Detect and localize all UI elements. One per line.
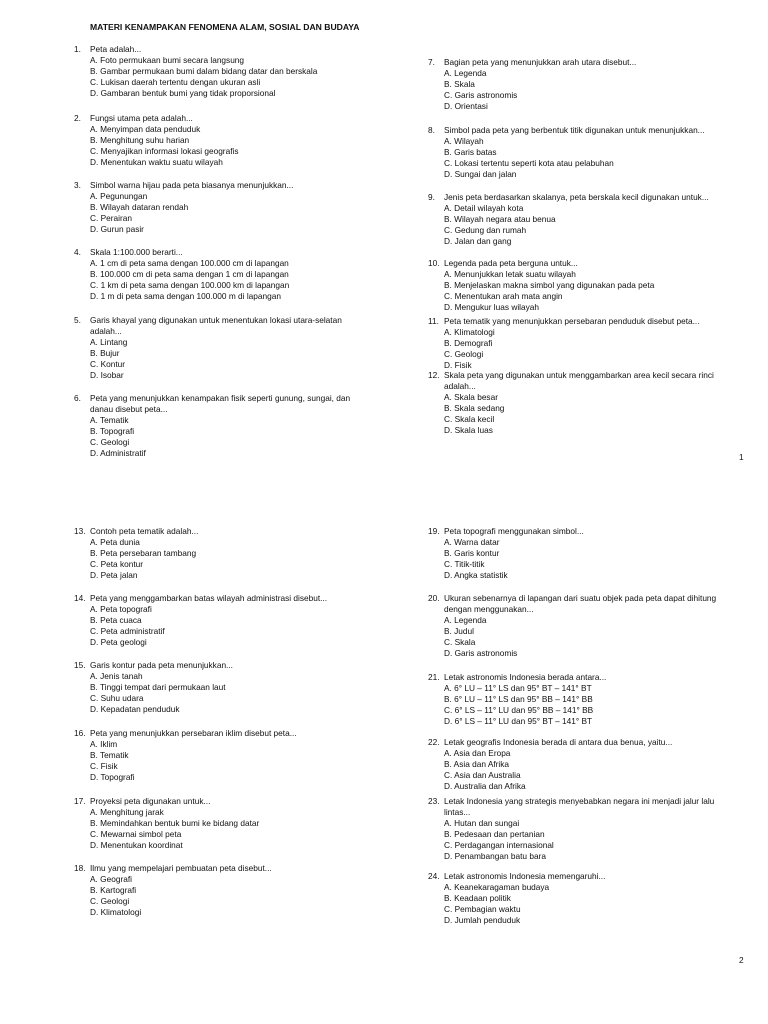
answer-option: A. Warna datar bbox=[444, 536, 500, 547]
answer-option: B. Wilayah dataran rendah bbox=[90, 201, 189, 212]
answer-option: B. Skala bbox=[444, 78, 475, 89]
question bbox=[428, 796, 714, 861]
question-stem bbox=[74, 44, 317, 55]
answer-option: B. Keadaan politik bbox=[444, 892, 511, 903]
question-stem bbox=[428, 258, 654, 269]
question-number: 24. bbox=[428, 871, 440, 881]
question bbox=[74, 44, 317, 99]
answer-option: D. Jalan dan gang bbox=[444, 235, 512, 246]
answer-option: A. Klimatologi bbox=[444, 326, 495, 337]
question bbox=[74, 315, 342, 380]
answer-option: C. Gedung dan rumah bbox=[444, 224, 527, 235]
question-number: 17. bbox=[74, 796, 86, 806]
answer-option: C. Peta administratif bbox=[90, 625, 165, 636]
answer-option: B. Judul bbox=[444, 625, 474, 636]
answer-option: D. Sungai dan jalan bbox=[444, 168, 517, 179]
answer-option: A. Asia dan Eropa bbox=[444, 747, 511, 758]
question-text: Ukuran sebenarnya di lapangan dari suatu objek pada peta dapat dihitung bbox=[444, 593, 717, 603]
answer-option: D. Isobar bbox=[90, 369, 124, 380]
question-text: Letak Indonesia yang strategis menyebabkan negara ini menjadi jalur lalu bbox=[444, 796, 715, 806]
answer-option: A. Skala besar bbox=[444, 391, 498, 402]
question-number: 8. bbox=[428, 125, 435, 135]
question-stem bbox=[428, 796, 714, 807]
answer-option: B. Tematik bbox=[90, 749, 129, 760]
question-text: Peta yang menunjukkan persebaran iklim disebut peta... bbox=[90, 728, 297, 738]
question-stem bbox=[74, 526, 198, 537]
document-title: MATERI KENAMPAKAN FENOMENA ALAM, SOSIAL DAN BUDAYA bbox=[90, 22, 360, 32]
question-stem bbox=[74, 393, 350, 404]
answer-option: A. Legenda bbox=[444, 614, 487, 625]
question-text: Proyeksi peta digunakan untuk... bbox=[90, 796, 211, 806]
answer-option: B. Demografi bbox=[444, 337, 493, 348]
question-stem bbox=[428, 593, 716, 604]
question-number: 7. bbox=[428, 57, 435, 67]
question-number: 5. bbox=[74, 315, 81, 325]
question-text: Letak astronomis Indonesia berada antara... bbox=[444, 672, 607, 682]
answer-option: B. Pedesaan dan pertanian bbox=[444, 828, 545, 839]
question-number: 19. bbox=[428, 526, 440, 536]
answer-option: B. Tinggi tempat dari permukaan laut bbox=[90, 681, 226, 692]
question bbox=[74, 728, 297, 783]
question-stem bbox=[428, 672, 606, 683]
question bbox=[428, 737, 672, 792]
page-2 bbox=[0, 512, 768, 1024]
question-stem bbox=[74, 180, 293, 191]
question bbox=[428, 316, 700, 371]
answer-option: A. Peta topografi bbox=[90, 603, 152, 614]
answer-option: D. Skala luas bbox=[444, 424, 493, 435]
question-text: Jenis peta berdasarkan skalanya, peta berskala kecil digunakan untuk... bbox=[444, 192, 709, 202]
answer-option: C. Lokasi tertentu seperti kota atau pelabuhan bbox=[444, 157, 614, 168]
answer-option: C. Perairan bbox=[90, 212, 132, 223]
question-stem bbox=[74, 796, 259, 807]
question-stem bbox=[428, 370, 714, 381]
question bbox=[428, 258, 654, 313]
question-stem bbox=[428, 57, 636, 68]
answer-option: D. Administratif bbox=[90, 447, 146, 458]
answer-option: B. Skala sedang bbox=[444, 402, 505, 413]
answer-option: D. Penambangan batu bara bbox=[444, 850, 546, 861]
question-text-continued: lintas... bbox=[444, 806, 471, 817]
question bbox=[428, 526, 584, 581]
question-text: Garis khayal yang digunakan untuk menentukan lokasi utara-selatan bbox=[90, 315, 342, 325]
answer-option: C. Lukisan daerah tertentu dengan ukuran asli bbox=[90, 76, 261, 87]
answer-option: D. Peta jalan bbox=[90, 569, 138, 580]
answer-option: D. Gurun pasir bbox=[90, 223, 144, 234]
answer-option: B. Peta persebaran tambang bbox=[90, 547, 197, 558]
question-number: 22. bbox=[428, 737, 440, 747]
answer-option: C. Menentukan arah mata angin bbox=[444, 290, 563, 301]
answer-option: B. Asia dan Afrika bbox=[444, 758, 510, 769]
question bbox=[74, 863, 272, 918]
answer-option: A. Lintang bbox=[90, 336, 128, 347]
answer-option: A. Menghitung jarak bbox=[90, 806, 164, 817]
answer-option: A. Foto permukaan bumi secara langsung bbox=[90, 54, 245, 65]
question-text-continued: dengan menggunakan... bbox=[444, 603, 534, 614]
question-stem bbox=[74, 593, 327, 604]
answer-option: A. Pegunungan bbox=[90, 190, 148, 201]
answer-option: B. Gambar permukaan bumi dalam bidang datar dan berskala bbox=[90, 65, 318, 76]
answer-option: A. Menunjukkan letak suatu wilayah bbox=[444, 268, 576, 279]
question-number: 14. bbox=[74, 593, 86, 603]
answer-option: B. Topografi bbox=[90, 425, 135, 436]
answer-option: D. Mengukur luas wilayah bbox=[444, 301, 539, 312]
question-text: Ilmu yang mempelajari pembuatan peta disebut... bbox=[90, 863, 272, 873]
question-stem bbox=[428, 316, 700, 327]
question-number: 4. bbox=[74, 247, 81, 257]
answer-option: B. Garis kontur bbox=[444, 547, 500, 558]
answer-option: B. 100.000 cm di peta sama dengan 1 cm di lapangan bbox=[90, 268, 289, 279]
question bbox=[74, 113, 239, 168]
question-stem bbox=[74, 863, 272, 874]
answer-option: A. Hutan dan sungai bbox=[444, 817, 520, 828]
question-stem bbox=[428, 125, 705, 136]
answer-option: A. Menyimpan data penduduk bbox=[90, 123, 201, 134]
answer-option: B. Menjelaskan makna simbol yang digunakan pada peta bbox=[444, 279, 655, 290]
question-number: 13. bbox=[74, 526, 86, 536]
question-text: Simbol warna hijau pada peta biasanya menunjukkan... bbox=[90, 180, 294, 190]
question bbox=[428, 125, 705, 180]
answer-option: D. Klimatologi bbox=[90, 906, 142, 917]
answer-option: C. Geologi bbox=[90, 895, 130, 906]
answer-option: A. Jenis tanah bbox=[90, 670, 143, 681]
answer-option: C. Skala bbox=[444, 636, 476, 647]
question-text: Skala peta yang digunakan untuk menggambarkan area kecil secara rinci bbox=[444, 370, 714, 380]
answer-option: D. Australia dan Afrika bbox=[444, 780, 526, 791]
answer-option: C. Fisik bbox=[90, 760, 118, 771]
question-number: 23. bbox=[428, 796, 440, 806]
question-stem bbox=[428, 737, 672, 748]
question-number: 6. bbox=[74, 393, 81, 403]
question bbox=[74, 180, 293, 235]
answer-option: A. Iklim bbox=[90, 738, 118, 749]
answer-option: B. Kartografi bbox=[90, 884, 137, 895]
question-stem bbox=[74, 113, 239, 124]
question bbox=[428, 672, 606, 727]
answer-option: B. Memindahkan bentuk bumi ke bidang datar bbox=[90, 817, 260, 828]
answer-option: A. Peta dunia bbox=[90, 536, 140, 547]
answer-option: A. 1 cm di peta sama dengan 100.000 cm di lapangan bbox=[90, 257, 289, 268]
question-number: 21. bbox=[428, 672, 440, 682]
answer-option: D. Peta geologi bbox=[90, 636, 147, 647]
answer-option: A. Detail wilayah kota bbox=[444, 202, 524, 213]
answer-option: D. Angka statistik bbox=[444, 569, 508, 580]
question bbox=[74, 526, 198, 581]
question bbox=[428, 593, 716, 658]
question-text: Peta yang menggambarkan batas wilayah administrasi disebut... bbox=[90, 593, 328, 603]
question-number: 20. bbox=[428, 593, 440, 603]
question-stem bbox=[74, 315, 342, 326]
answer-option: B. Garis batas bbox=[444, 146, 497, 157]
answer-option: C. Garis astronomis bbox=[444, 89, 518, 100]
question bbox=[428, 370, 714, 435]
question bbox=[74, 247, 289, 302]
question-number: 1. bbox=[74, 44, 81, 54]
question-text: Simbol pada peta yang berbentuk titik digunakan untuk menunjukkan... bbox=[444, 125, 705, 135]
answer-option: C. Mewarnai simbol peta bbox=[90, 828, 182, 839]
page-number: 2 bbox=[739, 955, 744, 965]
answer-option: B. Peta cuaca bbox=[90, 614, 142, 625]
question bbox=[428, 57, 636, 112]
answer-option: B. Bujur bbox=[90, 347, 120, 358]
question-text: Letak geografis Indonesia berada di antara dua benua, yaitu... bbox=[444, 737, 673, 747]
answer-option: C. Asia dan Australia bbox=[444, 769, 521, 780]
question-number: 2. bbox=[74, 113, 81, 123]
question-number: 3. bbox=[74, 180, 81, 190]
answer-option: C. Skala kecil bbox=[444, 413, 495, 424]
question-text: Skala 1:100.000 berarti... bbox=[90, 247, 183, 257]
question bbox=[74, 593, 327, 648]
answer-option: A. Keanekaragaman budaya bbox=[444, 881, 550, 892]
question bbox=[428, 871, 605, 926]
answer-option: A. 6° LU – 11° LS dan 95° BT – 141° BT bbox=[444, 682, 592, 693]
answer-option: C. Geologi bbox=[90, 436, 130, 447]
answer-option: A. Wilayah bbox=[444, 135, 484, 146]
answer-option: D. Garis astronomis bbox=[444, 647, 518, 658]
question-number: 16. bbox=[74, 728, 86, 738]
answer-option: C. Peta kontur bbox=[90, 558, 144, 569]
question-text: Bagian peta yang menunjukkan arah utara disebut... bbox=[444, 57, 637, 67]
question-number: 10. bbox=[428, 258, 440, 268]
answer-option: C. Menyajikan informasi lokasi geografis bbox=[90, 145, 239, 156]
answer-option: D. Topografi bbox=[90, 771, 135, 782]
answer-option: A. Tematik bbox=[90, 414, 129, 425]
question-text: Peta adalah... bbox=[90, 44, 142, 54]
question-text: Contoh peta tematik adalah... bbox=[90, 526, 199, 536]
question-stem bbox=[428, 526, 584, 537]
question bbox=[74, 660, 233, 715]
answer-option: D. 6° LS – 11° LU dan 95° BT – 141° BT bbox=[444, 715, 593, 726]
answer-option: C. 1 km di peta sama dengan 100.000 km di lapangan bbox=[90, 279, 290, 290]
question-text: Legenda pada peta berguna untuk... bbox=[444, 258, 578, 268]
question-stem bbox=[74, 247, 289, 258]
answer-option: C. Pembagian waktu bbox=[444, 903, 521, 914]
answer-option: C. 6° LS – 11° LU dan 95° BB – 141° BB bbox=[444, 704, 594, 715]
question-text: Letak astronomis Indonesia memengaruhi... bbox=[444, 871, 606, 881]
question-text-continued: adalah... bbox=[444, 380, 476, 391]
question-number: 12. bbox=[428, 370, 440, 380]
question-text: Peta tematik yang menunjukkan persebaran penduduk disebut peta... bbox=[444, 316, 700, 326]
question-number: 9. bbox=[428, 192, 435, 202]
question-stem bbox=[428, 192, 709, 203]
answer-option: A. Geografi bbox=[90, 873, 132, 884]
answer-option: C. Perdagangan internasional bbox=[444, 839, 554, 850]
question bbox=[74, 393, 350, 458]
answer-option: B. 6° LU – 11° LS dan 95° BB – 141° BB bbox=[444, 693, 593, 704]
question-number: 11. bbox=[428, 316, 439, 326]
answer-option: B. Menghitung suhu harian bbox=[90, 134, 190, 145]
answer-option: C. Kontur bbox=[90, 358, 126, 369]
answer-option: D. Menentukan koordinat bbox=[90, 839, 183, 850]
question-text: Fungsi utama peta adalah... bbox=[90, 113, 193, 123]
question-text: Peta topografi menggunakan simbol... bbox=[444, 526, 584, 536]
answer-option: A. Legenda bbox=[444, 67, 487, 78]
answer-option: B. Wilayah negara atau benua bbox=[444, 213, 556, 224]
answer-option: D. Fisik bbox=[444, 359, 472, 370]
answer-option: D. Kepadatan penduduk bbox=[90, 703, 180, 714]
question bbox=[74, 796, 259, 851]
question-stem bbox=[428, 871, 605, 882]
page-number: 1 bbox=[739, 452, 744, 462]
answer-option: C. Geologi bbox=[444, 348, 484, 359]
question-number: 15. bbox=[74, 660, 86, 670]
answer-option: D. Gambaran bentuk bumi yang tidak proporsional bbox=[90, 87, 276, 98]
question-stem bbox=[74, 728, 297, 739]
answer-option: C. Titik-titik bbox=[444, 558, 485, 569]
question-number: 18. bbox=[74, 863, 86, 873]
question-text: Peta yang menunjukkan kenampakan fisik seperti gunung, sungai, dan bbox=[90, 393, 351, 403]
answer-option: D. Menentukan waktu suatu wilayah bbox=[90, 156, 223, 167]
answer-option: D. Orientasi bbox=[444, 100, 488, 111]
question-stem bbox=[74, 660, 233, 671]
question-text-continued: adalah... bbox=[90, 325, 122, 336]
question-text-continued: danau disebut peta... bbox=[90, 403, 168, 414]
answer-option: C. Suhu udara bbox=[90, 692, 144, 703]
question bbox=[428, 192, 709, 247]
answer-option: D. 1 m di peta sama dengan 100.000 m di lapangan bbox=[90, 290, 281, 301]
page-1 bbox=[0, 0, 768, 500]
answer-option: D. Jumlah penduduk bbox=[444, 914, 521, 925]
question-text: Garis kontur pada peta menunjukkan... bbox=[90, 660, 233, 670]
